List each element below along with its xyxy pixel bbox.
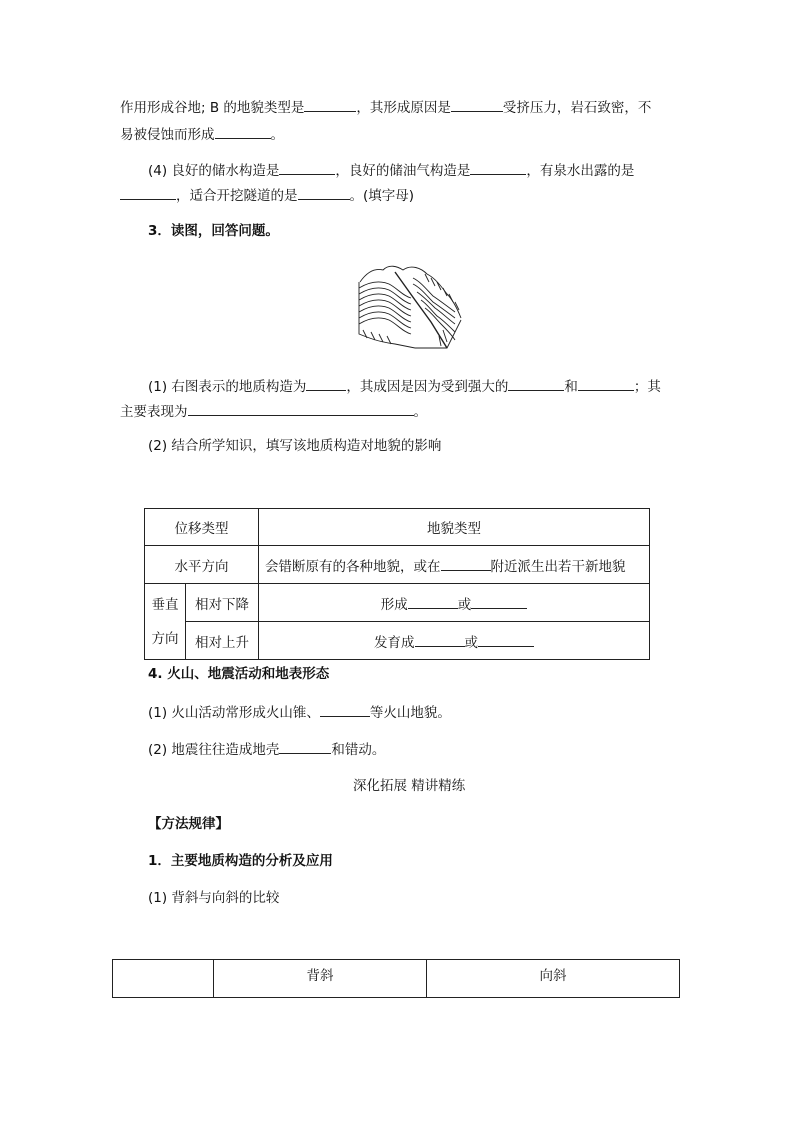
answer-blank[interactable] bbox=[441, 556, 491, 571]
row-horizontal-label: 水平方向 bbox=[145, 546, 259, 584]
up-label: 相对上升 bbox=[186, 622, 259, 660]
text: (4) 良好的储水构造是 bbox=[148, 163, 280, 179]
q4b-p2 bbox=[148, 739, 385, 760]
item-1-sub: (1) 背斜与向斜的比较 bbox=[148, 890, 280, 906]
down-content bbox=[259, 584, 650, 622]
empty-header-cell bbox=[113, 960, 214, 998]
text: 作用形成谷地; B 的地貌类型是 bbox=[120, 100, 305, 116]
text: ；其 bbox=[633, 379, 661, 395]
answer-blank[interactable] bbox=[215, 124, 271, 139]
q3-p2: (2) 结合所学知识，填写该地质构造对地貌的影响 bbox=[148, 438, 442, 454]
section-title: 深化拓展 精讲精练 bbox=[353, 778, 466, 794]
answer-blank[interactable] bbox=[304, 97, 356, 112]
text: 。(填字母) bbox=[349, 188, 415, 204]
text: ，其形成原因是 bbox=[356, 100, 451, 116]
q4b-heading: 4. 火山、地震活动和地表形态 bbox=[148, 666, 330, 682]
answer-blank[interactable] bbox=[451, 97, 503, 112]
para-line-1 bbox=[120, 97, 651, 118]
fault-structure-figure bbox=[355, 260, 467, 355]
text: ，有泉水出露的是 bbox=[526, 163, 635, 179]
answer-blank[interactable] bbox=[578, 376, 634, 391]
answer-blank[interactable] bbox=[415, 632, 465, 647]
text: ，适合开挖隧道的是 bbox=[176, 188, 298, 204]
answer-blank[interactable] bbox=[120, 185, 176, 200]
header-syncline: 向斜 bbox=[427, 960, 680, 998]
row-horizontal-content bbox=[259, 546, 650, 584]
answer-blank[interactable] bbox=[320, 702, 370, 717]
text: 等火山地貌。 bbox=[369, 705, 451, 721]
q3-p1-line-1 bbox=[148, 376, 661, 397]
text: 和错动。 bbox=[331, 742, 386, 758]
text: 。 bbox=[270, 127, 284, 143]
displacement-table bbox=[144, 508, 650, 660]
q4b-p1 bbox=[148, 702, 451, 723]
up-content bbox=[259, 622, 650, 660]
header-displacement: 位移类型 bbox=[145, 509, 259, 546]
answer-blank[interactable] bbox=[478, 632, 534, 647]
text: (1) 火山活动常形成火山锥、 bbox=[148, 705, 320, 721]
q3-heading: 3．读图，回答问题。 bbox=[148, 223, 279, 239]
text: 。 bbox=[413, 404, 427, 420]
header-anticline: 背斜 bbox=[214, 960, 427, 998]
text: 发育成 bbox=[374, 634, 415, 651]
item-1-heading: 1．主要地质构造的分析及应用 bbox=[148, 853, 333, 869]
answer-blank[interactable] bbox=[279, 739, 331, 754]
text: ，其成因是因为受到强大的 bbox=[346, 379, 509, 395]
text: 会错断原有的各种地貌，或在 bbox=[265, 558, 441, 575]
answer-blank[interactable] bbox=[471, 594, 527, 609]
q4-line-2 bbox=[120, 185, 414, 206]
q4-line-1 bbox=[148, 160, 634, 181]
text: 主要表现为 bbox=[120, 404, 188, 420]
text: 受挤压力，岩石致密，不 bbox=[502, 100, 652, 116]
answer-blank[interactable] bbox=[470, 160, 526, 175]
header-landform: 地貌类型 bbox=[259, 509, 650, 546]
text: 方向 bbox=[151, 630, 179, 647]
text: 易被侵蚀而形成 bbox=[120, 127, 215, 143]
text: 形成 bbox=[380, 596, 408, 613]
para-line-2 bbox=[120, 124, 284, 145]
text: 附近派生出若干新地貌 bbox=[490, 558, 626, 575]
answer-blank[interactable] bbox=[306, 376, 346, 391]
vertical-label bbox=[145, 584, 186, 660]
text: 和 bbox=[564, 379, 578, 395]
text: 垂直 bbox=[151, 596, 179, 613]
text: (1) 右图表示的地质构造为 bbox=[148, 379, 307, 395]
anticline-syncline-table bbox=[112, 959, 680, 998]
text: 或 bbox=[457, 596, 472, 613]
text: ，良好的储油气构造是 bbox=[335, 163, 471, 179]
answer-blank[interactable] bbox=[279, 160, 335, 175]
answer-blank[interactable] bbox=[188, 401, 414, 416]
answer-blank[interactable] bbox=[408, 594, 458, 609]
method-heading: 【方法规律】 bbox=[148, 816, 229, 832]
down-label: 相对下降 bbox=[186, 584, 259, 622]
text: 或 bbox=[464, 634, 478, 651]
answer-blank[interactable] bbox=[508, 376, 564, 391]
text: (2) 地震往往造成地壳 bbox=[148, 742, 280, 758]
q3-p1-line-2 bbox=[120, 401, 427, 422]
answer-blank[interactable] bbox=[298, 185, 350, 200]
